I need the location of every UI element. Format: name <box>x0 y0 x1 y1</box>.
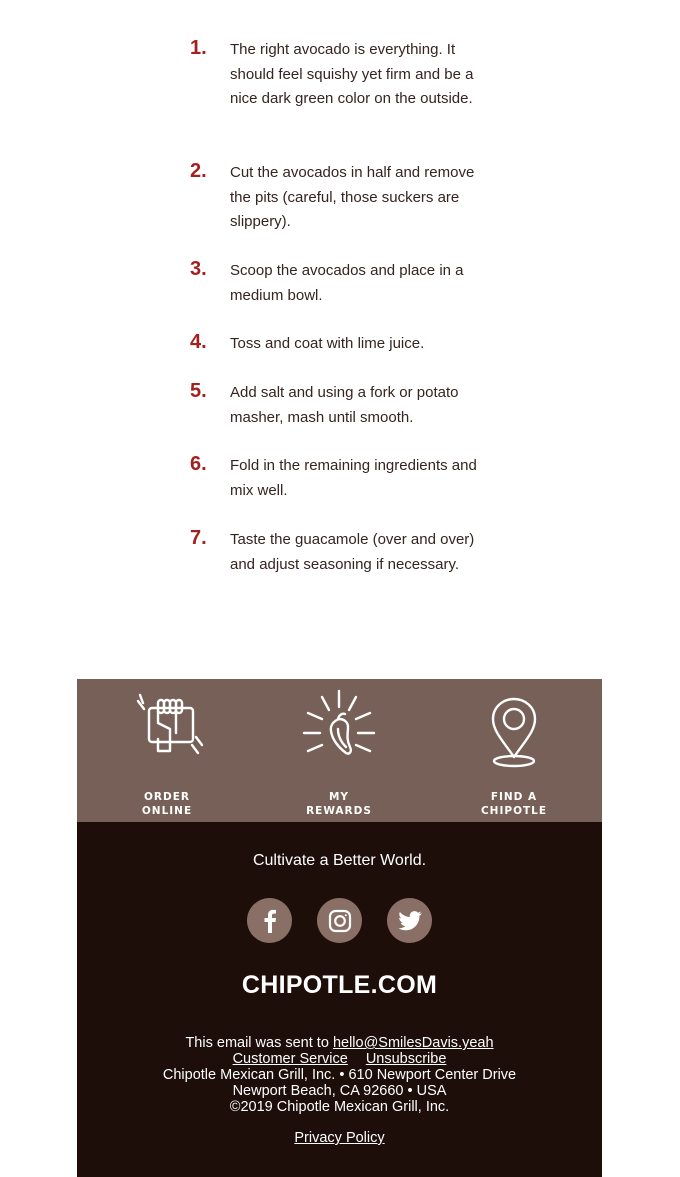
order-online-link[interactable] <box>107 689 227 817</box>
instagram-icon <box>328 909 352 933</box>
step-text: Fold in the remaining ingredients and mix well. <box>230 457 477 499</box>
step-number: 5. <box>190 380 207 402</box>
hand-phone-icon <box>122 689 212 779</box>
my-rewards-label: MY REWARDS <box>306 791 372 817</box>
legal-text <box>77 1035 602 1115</box>
privacy-policy-link[interactable]: Privacy Policy <box>294 1130 385 1146</box>
step-item <box>190 381 510 454</box>
step-item <box>190 259 510 332</box>
instructions-list <box>190 38 510 577</box>
copyright: ©2019 Chipotle Mexican Grill, Inc. <box>229 1099 450 1115</box>
map-pin-icon <box>469 689 559 779</box>
step-number: 3. <box>190 258 207 280</box>
social-links <box>77 898 602 943</box>
customer-service-link[interactable]: Customer Service <box>232 1051 348 1067</box>
tagline: Cultivate a Better World. <box>252 852 427 869</box>
find-chipotle-link[interactable] <box>454 689 574 817</box>
facebook-button[interactable] <box>247 898 292 943</box>
step-item <box>190 161 510 259</box>
pepper-icon <box>294 689 384 779</box>
sent-to-text: This email was sent to <box>185 1035 333 1051</box>
step-item <box>190 38 510 161</box>
footer <box>77 822 602 1177</box>
order-online-label: ORDER ONLINE <box>141 791 193 817</box>
twitter-icon <box>398 911 422 931</box>
find-chipotle-label: FIND A CHIPOTLE <box>480 791 548 817</box>
twitter-button[interactable] <box>387 898 432 943</box>
address-line-2: Newport Beach, CA 92660 • USA <box>232 1083 447 1099</box>
step-text: Taste the guacamole (over and over) and adjust seasoning if necessary. <box>230 531 475 573</box>
step-number: 1. <box>190 37 207 59</box>
step-number: 7. <box>190 527 207 549</box>
facebook-icon <box>259 909 281 933</box>
step-text: Add salt and using a fork or potato masher, mash until smooth. <box>230 384 459 426</box>
step-text: Cut the avocados in half and remove the pits (careful, those suckers are slippery). <box>230 164 475 230</box>
address-line-1: Chipotle Mexican Grill, Inc. • 610 Newport Center Drive <box>162 1067 517 1083</box>
step-item <box>190 332 510 381</box>
my-rewards-link[interactable] <box>279 689 399 817</box>
instagram-button[interactable] <box>317 898 362 943</box>
step-number: 2. <box>190 160 207 182</box>
step-number: 4. <box>190 331 207 353</box>
step-item <box>190 528 510 577</box>
step-text: The right avocado is everything. It should feel squishy yet firm and be a nice dark green color on the outside. <box>230 41 474 107</box>
footer-nav-bar <box>77 679 602 822</box>
unsubscribe-link[interactable]: Unsubscribe <box>365 1051 447 1067</box>
chipotle-site-link[interactable]: CHIPOTLE.COM <box>241 971 438 999</box>
privacy-policy-row <box>77 1130 602 1146</box>
step-number: 6. <box>190 453 207 475</box>
recipient-email-link[interactable]: hello@SmilesDavis.yeah <box>332 1035 494 1051</box>
step-item <box>190 454 510 528</box>
step-text: Toss and coat with lime juice. <box>230 335 425 352</box>
step-text: Scoop the avocados and place in a medium bowl. <box>230 262 464 304</box>
